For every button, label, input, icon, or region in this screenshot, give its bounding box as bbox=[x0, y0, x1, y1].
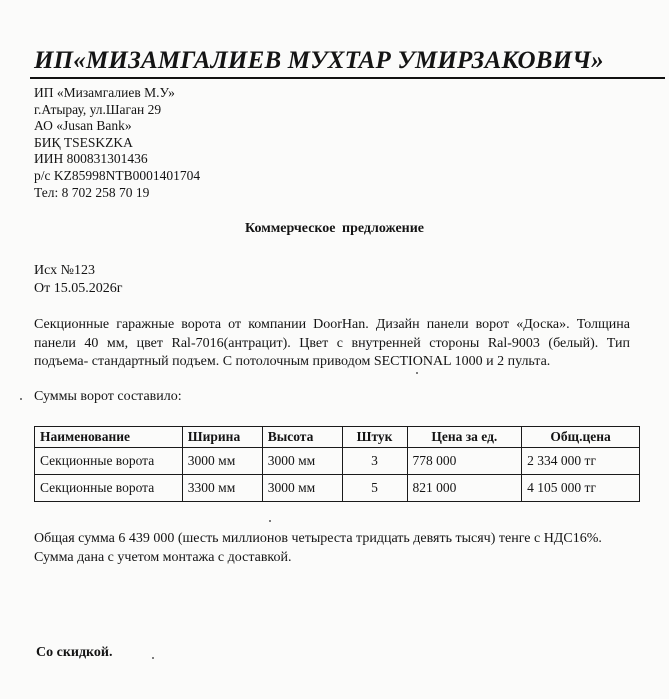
requisite-bik: БИҚ TSESKZKA bbox=[34, 134, 133, 150]
header-total-price: Общ.цена bbox=[522, 427, 640, 448]
cell-qty: 5 bbox=[342, 475, 407, 502]
header-width: Ширина bbox=[182, 427, 262, 448]
table-header-row bbox=[35, 427, 640, 448]
sum-intro: Суммы ворот составило: bbox=[34, 389, 182, 404]
table-row bbox=[35, 448, 640, 475]
total-summary bbox=[34, 530, 634, 567]
requisite-bank: АО «Jusan Bank» bbox=[34, 118, 132, 134]
outgoing-date: От 15.05.2026г bbox=[34, 281, 123, 296]
cell-height: 3000 мм bbox=[262, 448, 342, 475]
installation-note: Сумма дана с учетом монтажа с доставкой. bbox=[34, 549, 292, 565]
company-requisites bbox=[34, 85, 200, 201]
cell-total-price: 2 334 000 тг bbox=[522, 448, 640, 475]
requisite-company-name: ИП «Мизамгалиев М.У» bbox=[34, 85, 175, 100]
outgoing-number: Исх №123 bbox=[34, 263, 95, 278]
cell-name: Секционные ворота bbox=[35, 475, 183, 502]
header-height: Высота bbox=[262, 427, 342, 448]
header-name: Наименование bbox=[35, 427, 183, 448]
product-description: Секционные гаражные ворота от компании DoorHan. Дизайн панели ворот «Доска». Толщина панели 40 мм, цвет Ral-7016(антрацит). Цвет с внутренней стороны Ral-9003 (белый). Тип подъема- стандартный подъем. С потолочным приводом SECTIONAL 1000 и 2 пульта. bbox=[34, 317, 630, 369]
cell-width: 3000 мм bbox=[182, 448, 262, 475]
cell-width: 3300 мм bbox=[182, 475, 262, 502]
cell-name: Секционные ворота bbox=[35, 448, 183, 475]
cell-total-price: 4 105 000 тг bbox=[522, 475, 640, 502]
document-title: Коммерческое предложение bbox=[245, 221, 424, 236]
price-table bbox=[34, 426, 640, 502]
header-qty: Штук bbox=[342, 427, 407, 448]
outgoing-reference bbox=[34, 262, 122, 298]
cell-height: 3000 мм bbox=[262, 475, 342, 502]
scan-speck bbox=[20, 398, 22, 400]
header-unit-price: Цена за ед. bbox=[407, 427, 522, 448]
cell-qty: 3 bbox=[342, 448, 407, 475]
requisite-address: г.Атырау, ул.Шаган 29 bbox=[34, 101, 162, 117]
requisite-phone: Тел: 8 702 258 70 19 bbox=[34, 184, 150, 200]
requisite-iin: ИИН 800831301436 bbox=[34, 151, 148, 167]
scan-speck bbox=[269, 520, 271, 522]
scan-speck bbox=[152, 657, 154, 659]
table-row bbox=[35, 475, 640, 502]
scan-speck bbox=[416, 372, 418, 374]
company-header-title: ИП«МИЗАМГАЛИЕВ МУХТАР УМИРЗАКОВИЧ» bbox=[34, 47, 604, 74]
cell-unit-price: 821 000 bbox=[407, 475, 522, 502]
discount-note: Со скидкой. bbox=[36, 645, 113, 660]
header-divider bbox=[30, 77, 665, 79]
requisite-account: р/с KZ85998NTB0001401704 bbox=[34, 167, 201, 183]
cell-unit-price: 778 000 bbox=[407, 448, 522, 475]
total-amount-text: Общая сумма 6 439 000 (шесть миллионов четыреста тридцать девять тысяч) тенге с НДС16%. bbox=[34, 531, 602, 546]
